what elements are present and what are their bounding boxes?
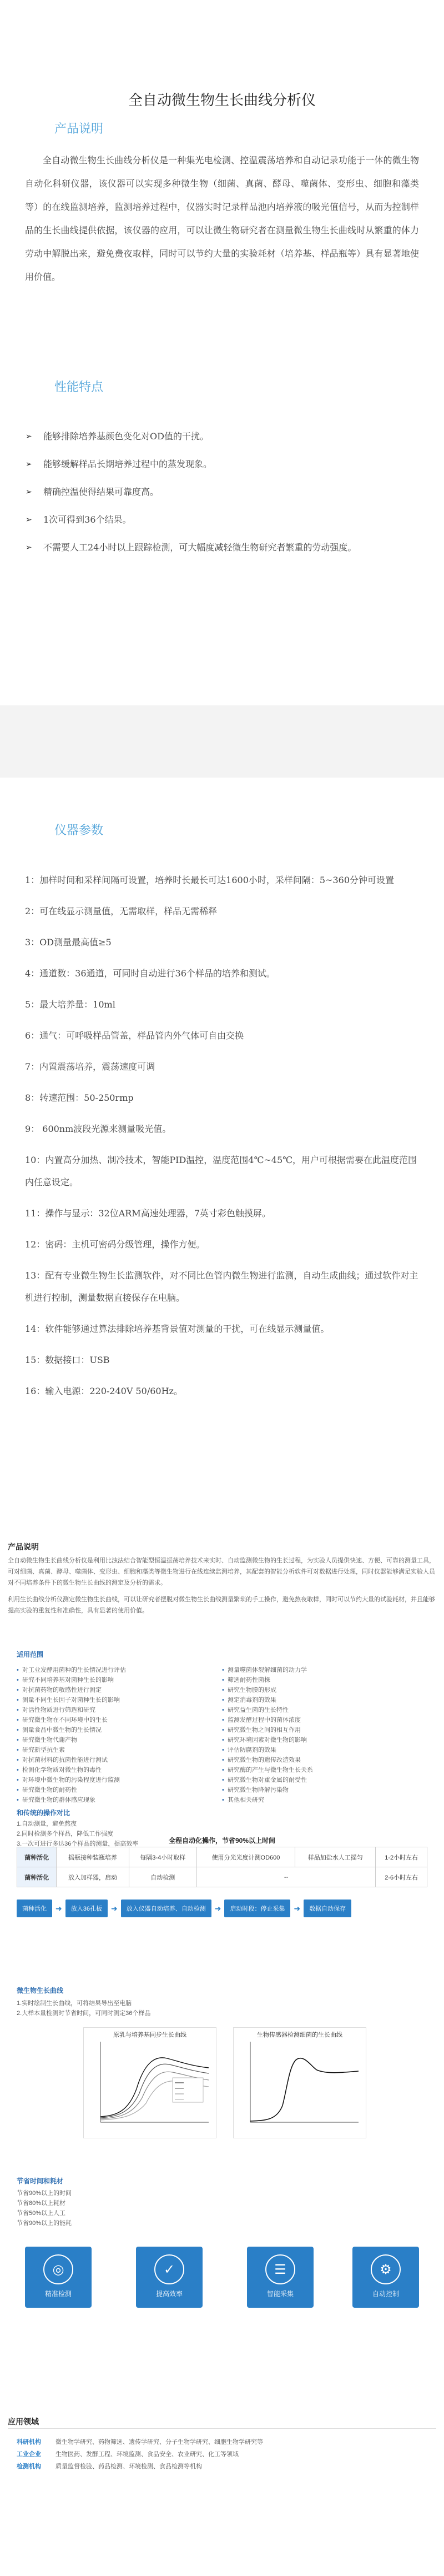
apps-right-list xyxy=(222,1665,427,1805)
feature-item: ➢ 1次可得到36个结果。 xyxy=(21,508,426,532)
compare-table-title: 全程自动化操作，节省90%以上时间 xyxy=(168,1837,276,1845)
chart-1-svg xyxy=(84,2028,217,2139)
flow-step: 放入仪器自动培养、自动检测 xyxy=(121,1900,211,1917)
growth-chart-1 xyxy=(83,2027,216,2138)
apps-left-list xyxy=(17,1665,222,1805)
list-item: • 测量食品中微生物的生长情况 xyxy=(17,1725,222,1735)
param-item: 16：输入电源：220-240V 50/60Hz。 xyxy=(25,1386,183,1396)
list-item: • 对工业发酵用菌种的生长情况进行评估 xyxy=(17,1665,222,1675)
list-item: 1.自动测量，避免熬夜 xyxy=(17,1821,77,1827)
list-item: • 研究生物膜的形成 xyxy=(222,1685,427,1695)
arrow-icon: ➢ xyxy=(26,515,32,524)
arrow-icon: ➢ xyxy=(26,543,32,552)
list-item: • 对抗菌材料的抗菌性能进行测试 xyxy=(17,1755,222,1765)
table-cell: 每隔3-4小时取样 xyxy=(129,1847,196,1867)
list-item: • 研究微生物的遗传改造效果 xyxy=(222,1755,427,1765)
chart-title: 生物传感器检测细菌的生长曲线 xyxy=(257,2032,342,2038)
flow-step: 数据自动保存 xyxy=(304,1900,351,1917)
tile-efficiency xyxy=(136,2247,203,2308)
params-list xyxy=(25,869,425,1411)
list-item: • 测量不同生长因子对菌种生长的影响 xyxy=(17,1695,222,1705)
tile-precise xyxy=(25,2247,92,2308)
compare-heading: 和传统的操作对比 xyxy=(17,1809,70,1817)
list-item: • 研究微生物在不同环境中的生长 xyxy=(17,1715,222,1725)
table-cell: 2-6小时左右 xyxy=(376,1867,427,1887)
industry-row xyxy=(17,2449,239,2458)
arrow-right-icon: ➜ xyxy=(294,1903,301,1913)
detail-text-2: 利用生长曲线分析仪测定微生物生长曲线，可以让研究者摆脱对微生物生长曲线测量繁琐的手工操作，避免熬夜取样，同时可以节约大量的试验耗材，并且能够提高实验的重复性和准确性，具有显著的使用价值。 xyxy=(8,1596,435,1614)
table-cell: 菌种活化 xyxy=(17,1867,57,1887)
list-item: 2.同时检测多个样品，降低工作强度 xyxy=(17,1831,114,1837)
param-item: 8：转速范围：50-250rmp xyxy=(25,1092,134,1103)
product-desc-heading: 产品说明 xyxy=(54,122,104,136)
industry-key: 科研机构 xyxy=(17,2439,41,2445)
list-item: • 研究不同培养基对菌种生长的影响 xyxy=(17,1675,222,1685)
chart-title: 原乳与培养基同步生长曲线 xyxy=(113,2032,186,2038)
list-item: • 研究微生物对重金属的耐受性 xyxy=(222,1775,427,1785)
list-item: • 研究环境因素对微生物的影响 xyxy=(222,1735,427,1745)
tile-label: 精准检测 xyxy=(44,2290,72,2298)
arrow-icon: ➢ xyxy=(26,432,32,441)
param-item: 5：最大培养量：10ml xyxy=(25,999,115,1010)
table-cell: 摇瓶接种装瓶培养 xyxy=(57,1847,129,1867)
param-item: 7：内置震荡培养，震荡速度可调 xyxy=(25,1061,155,1072)
detail-text: 全自动微生物生长曲线分析仪是利用比浊法结合智能型恒温振荡培养技术来实时、自动监测微生物的生长过程，为实验人员提供快速、方便、可靠的测量工具，可对细菌、真菌、酵母、噬菌体、变形虫、细胞和藻类等微生物进行在线连续监测培养，其配套的智能分析软件可对数据进行处理，同时仪器能够满足实验人员对不同培养条件下的微生物生长曲线的测定及分析的需求。 xyxy=(8,1557,435,1586)
divider xyxy=(8,2428,436,2429)
product-desc-text: 全自动微生物生长曲线分析仪是一种集光电检测、控温震荡培养和自动记录功能于一体的微生物自动化科研仪器，该仪器可以实现多种微生物（细菌、真菌、酵母、噬菌体、变形虫、细胞和藻类等）的在线监测培养，监测培养过程中，仪器实时记录样品池内培养液的吸光值信号，从而为控制样品的生长曲线提供依据，该仪器的应用，可以让微生物研究者在测量微生物生长曲线时从繁重的体力劳动中解脱出来，避免费夜取样，同时可以节约大量的实验耗材（培养基、样品瓶等）具有显著地使用价值。 xyxy=(25,155,419,282)
table-cell: 自动检测 xyxy=(129,1867,196,1887)
list-item: • 检测化学物质对微生物的毒性 xyxy=(17,1765,222,1775)
table-cell: 菌种活化 xyxy=(17,1847,57,1867)
param-item: 1：加样时间和采样间隔可设置，培养时长最长可达1600小时，采样间隔：5~360分钟可设置 xyxy=(25,875,395,885)
tile-control xyxy=(352,2247,419,2308)
industry-value: 质量监督检验、药品检测、环境检测、食品检测等机构 xyxy=(56,2463,202,2470)
apps-columns xyxy=(17,1665,427,1805)
arrow-right-icon: ➜ xyxy=(214,1903,221,1913)
tile-label: 提高效率 xyxy=(155,2290,183,2298)
feature-item: ➢ 不需要人工24小时以上跟踪检测，可大幅度减轻微生物研究者繁重的劳动强度。 xyxy=(21,536,426,559)
list-item: • 测量噬菌体裂解细菌的动力学 xyxy=(222,1665,427,1675)
list-item: • 其他相关研究 xyxy=(222,1795,427,1805)
list-item: • 研究微生物之间的相互作用 xyxy=(222,1725,427,1735)
param-item: 14：软件能够通过算法排除培养基背景值对测量的干扰，可在线显示测量值。 xyxy=(25,1324,330,1334)
param-item: 12：密码：主机可密码分级管理，操作方便。 xyxy=(25,1239,205,1250)
list-item: 3.一次可进行多达36个样品的测量，提高效率 xyxy=(17,1841,139,1847)
flow-step: 菌种活化 xyxy=(17,1900,52,1917)
apps-heading: 适用范围 xyxy=(17,1651,44,1658)
table-cell: -- xyxy=(196,1867,375,1887)
curve-line xyxy=(250,2058,359,2121)
feature-item: ➢ 精确控温使得结果可靠度高。 xyxy=(21,480,426,504)
tile-collection xyxy=(247,2247,314,2308)
param-item: 11：操作与显示：32位ARM高速处理器，7英寸彩色触摸屏。 xyxy=(25,1208,271,1219)
industry-value: 微生物学研究、药物筛选、遗传学研究、分子生物学研究、细胞生物学研究等 xyxy=(56,2439,263,2445)
param-item: 4：通道数：36通道，可同时自动进行36个样品的培养和测试。 xyxy=(25,968,275,979)
section-divider xyxy=(0,705,444,778)
params-heading: 仪器参数 xyxy=(54,824,104,838)
param-item: 10：内置高分加热、制冷技术，智能PID温控，温度范围4℃~45℃，用户可根据需要在此温度范围内任意设定。 xyxy=(25,1155,417,1187)
detail-heading: 产品说明 xyxy=(8,1542,39,1551)
savings-points xyxy=(17,2188,72,2228)
flow-step: 放入36孔板 xyxy=(65,1900,108,1917)
list-item: 1.实时绘制生长曲线，可将结果导出至电脑 xyxy=(17,2000,132,2007)
table-row xyxy=(17,1847,427,1867)
list-item: • 研究微生物的群体感应现象 xyxy=(17,1795,222,1805)
features-heading: 性能特点 xyxy=(54,380,104,394)
target-icon: ◎ xyxy=(43,2254,73,2284)
flow-step: 启动时段：停止采集 xyxy=(224,1900,290,1917)
flow-row xyxy=(17,1900,427,1917)
table-cell: 使用分光光度计测OD600 xyxy=(196,1847,295,1867)
features-list xyxy=(21,425,426,559)
param-item: 2：可在线显示测量值，无需取样，样品无需稀释 xyxy=(25,906,218,916)
arrow-icon: ➢ xyxy=(26,488,32,497)
legend-box xyxy=(173,2078,203,2102)
list-item: • 研究酶的产生与微生物生长关系 xyxy=(222,1765,427,1775)
chart-2-svg xyxy=(234,2028,367,2139)
list-item: • 筛选耐药性菌株 xyxy=(222,1675,427,1685)
industry-row xyxy=(17,2437,263,2446)
page-title: 全自动微生物生长曲线分析仪 xyxy=(128,92,316,109)
table-row xyxy=(17,1867,427,1887)
savings-heading: 节省时间和耗材 xyxy=(17,2177,64,2185)
table-cell: 样品加盐水人工摇匀 xyxy=(295,1847,376,1867)
tile-label: 智能采集 xyxy=(266,2290,294,2298)
curve-heading: 微生物生长曲线 xyxy=(17,1987,64,1994)
industry-key: 检测机构 xyxy=(17,2463,41,2470)
list-item: • 研究新型抗生素 xyxy=(17,1745,222,1755)
industry-heading: 应用领域 xyxy=(8,2417,39,2426)
list-item: 2.大样本量检测时节省时间，可同时测定36个样品 xyxy=(17,2010,151,2017)
industry-row xyxy=(17,2462,202,2470)
param-item: 9： 600nm波段光源来测量吸光值。 xyxy=(25,1124,171,1134)
growth-chart-2 xyxy=(233,2027,366,2138)
list-item: 节省50%以上人工 xyxy=(17,2210,66,2217)
table-cell: 1-2小时左右 xyxy=(376,1847,427,1867)
table-cell: 放入加样器，启动 xyxy=(57,1867,129,1887)
param-item: 6：通气：可呼吸样品管盖，样品管内外气体可自由交换 xyxy=(25,1030,244,1041)
list-item: • 研究益生菌的生长特性 xyxy=(222,1705,427,1715)
param-item: 13：配有专业微生物生长监测软件，对不同比色管内微生物进行监测，自动生成曲线；通过软件对主机进行控制，测量数据直接保存在电脑。 xyxy=(25,1270,418,1303)
list-item: • 测定消毒剂的效果 xyxy=(222,1695,427,1705)
list-item: 节省90%以上的时间 xyxy=(17,2190,72,2197)
list-item: • 研究微生物代谢产物 xyxy=(17,1735,222,1745)
tile-label: 自动控制 xyxy=(372,2290,399,2298)
list-item: • 对抗菌药物的敏感性进行测定 xyxy=(17,1685,222,1695)
list-item: • 研究微生物降解污染物 xyxy=(222,1785,427,1795)
list-item: • 研究微生物的耐药性 xyxy=(17,1785,222,1795)
database-icon: ☰ xyxy=(265,2254,295,2284)
industry-key: 工业企业 xyxy=(17,2451,41,2458)
check-icon: ✓ xyxy=(154,2254,184,2284)
gear-icon: ⚙ xyxy=(371,2254,401,2284)
list-item: • 对环境中微生物的污染程度进行监测 xyxy=(17,1775,222,1785)
arrow-right-icon: ➜ xyxy=(110,1903,118,1913)
feature-item: ➢ 能够排除培养基颜色变化对OD值的干扰。 xyxy=(21,425,426,448)
feature-item: ➢ 能够缓解样品长期培养过程中的蒸发现象。 xyxy=(21,453,426,476)
list-item: • 监测发酵过程中的菌体浓度 xyxy=(222,1715,427,1725)
list-item: • 评估防腐剂的效果 xyxy=(222,1745,427,1755)
list-item: • 对活性物质进行筛选和研究 xyxy=(17,1705,222,1715)
param-item: 3：OD测量最高值≥5 xyxy=(25,937,112,948)
list-item: 节省80%以上耗材 xyxy=(17,2200,66,2207)
list-item: 节省90%以上的能耗 xyxy=(17,2220,72,2227)
arrow-icon: ➢ xyxy=(26,460,32,469)
param-item: 15：数据接口：USB xyxy=(25,1355,110,1365)
curve-points xyxy=(17,1998,150,2018)
industry-value: 生物医药、发酵工程、环境监测、食品安全、农业研究、化工等领域 xyxy=(56,2451,239,2458)
arrow-right-icon: ➜ xyxy=(56,1903,62,1913)
compare-table xyxy=(17,1847,427,1887)
